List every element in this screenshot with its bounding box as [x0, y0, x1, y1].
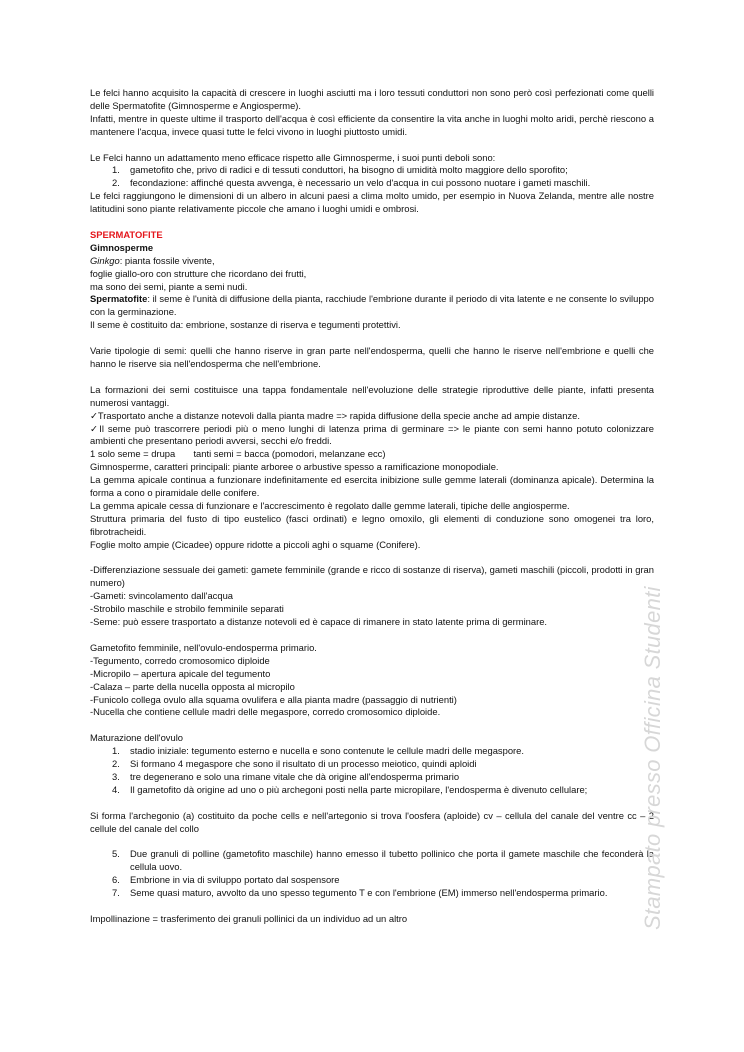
paragraph: Le felci hanno acquisito la capacità di crescere in luoghi asciutti ma i loro tessuti conduttori non sono però così perfezionati come quelli delle Spermatofite (Gimnosperme e Angiosperme).	[90, 87, 654, 111]
paragraph: La gemma apicale continua a funzionare indefinitamente ed esercita inibizione sulle gemme laterali (dominanza apicale). Determina la forma a cono o piramidale delle conifere.	[90, 474, 654, 499]
paragraph: Le Felci hanno un adattamento meno efficace rispetto alle Gimnosperme, i suoi punti deboli sono:	[90, 151, 496, 163]
list-item: 4. Il gametofito dà origine ad uno o più archegoni posti nella parte micropilare, l'endosperma è divenuto cellulare;	[112, 783, 588, 795]
paragraph: -Gameti: svincolamento dall'acqua	[90, 590, 234, 602]
paragraph: Si forma l'archegonio (a) costituito da poche cells e nell'artegonio si trova l'oosfera (aploide) cv – cellula del canale del ventre cc – 2 cellule del canale del collo	[90, 809, 654, 834]
paragraph: Ginkgo: pianta fossile vivente,	[90, 254, 215, 266]
paragraph: -Calaza – parte della nucella opposta al micropilo	[90, 680, 295, 692]
paragraph: Spermatofite: il seme è l'unità di diffusione della pianta, racchiude l'embrione durante il periodo di vita latente e ne consente lo sviluppo con la germinazione.	[90, 293, 654, 318]
list-item: 6. Embrione in via di sviluppo portato dal sospensore	[112, 874, 340, 886]
paragraph: Impollinazione = trasferimento dei granuli pollinici da un individuo ad un altro	[90, 912, 408, 924]
paragraph: 1 solo seme = drupa tanti semi = bacca (pomodori, melanzane ecc)	[90, 448, 386, 460]
paragraph: -Nucella che contiene cellule madri delle megaspore, corredo cromosomico diploide.	[90, 706, 441, 718]
watermark: Stampato presso Officina Studenti	[640, 586, 665, 930]
paragraph: -Tegumento, corredo cromosomico diploide	[90, 654, 270, 666]
paragraph: Foglie molto ampie (Cicadee) oppure ridotte a piccoli aghi o squame (Conifere).	[90, 538, 421, 550]
paragraph: Varie tipologie di semi: quelli che hanno riserve in gran parte nell'endosperma, quelli che hanno le riserve nell'embrione e quelli che hanno le riserve sia nell'endosperma che nell'embrione.	[90, 345, 654, 369]
paragraph: Struttura primaria del fusto di tipo eustelico (fasci ordinati) e legno omoxilo, gli elementi di conduzione sono omogenei tra loro, fibrotracheidi.	[90, 512, 654, 537]
paragraph: Le felci raggiungono le dimensioni di un albero in alcuni paesi a clima molto umido, per esempio in Nuova Zelanda, mentre alle nostre latitudini sono piante relativamente piccole che amano i luoghi umidi e ombrosi.	[90, 190, 654, 215]
list-item: 3. tre degenerano e solo una rimane vitale che dà origine all'endosperma primario	[112, 770, 460, 782]
paragraph: ✓Trasportato anche a distanze notevoli dalla pianta madre => rapida diffusione della specie anche ad ampie distanze.	[90, 409, 580, 421]
paragraph: -Strobilo maschile e strobilo femminile separati	[90, 603, 284, 615]
paragraph: ma sono dei semi, piante a semi nudi.	[90, 280, 248, 292]
paragraph: Gimnosperme, caratteri principali: piante arboree o arbustive spesso a ramificazione monopodiale.	[90, 461, 499, 473]
list-item: 1. gametofito che, privo di radici e di tessuti conduttori, ha bisogno di umidità molto maggiore dello sporofito;	[112, 164, 568, 176]
list-item: 2. Si formano 4 megaspore che sono il risultato di un processo meiotico, quindi aploidi	[112, 758, 477, 770]
list-item: 5. Due granuli di polline (gametofito maschile) hanno emesso il tubetto pollinico che porta il gamete maschile che feconderà la cellula uovo.	[112, 848, 654, 873]
paragraph: foglie giallo-oro con strutture che ricordano dei frutti,	[90, 267, 307, 279]
paragraph: Infatti, mentre in queste ultime il trasporto dell'acqua è così efficiente da consentire la vita anche in luoghi molto aridi, perchè riescono a mantenere l'acqua, invece quasi tutte le felci vivono in luoghi piuttosto umidi.	[90, 112, 654, 137]
document-body	[90, 87, 654, 926]
paragraph: -Micropilo – apertura apicale del tegumento	[90, 667, 271, 679]
paragraph: -Funicolo collega ovulo alla squama ovulifera e alla pianta madre (passaggio di nutrienti)	[90, 693, 457, 705]
paragraph: La formazioni dei semi costituisce una tappa fondamentale nell'evoluzione delle strategie riproduttive delle piante, infatti presenta numerosi vantaggi.	[90, 383, 654, 408]
list-item: 2. fecondazione: affinché questa avvenga, è necessario un velo d'acqua in cui possono nuotare i gameti maschili.	[112, 177, 591, 189]
paragraph: Maturazione dell'ovulo	[90, 732, 183, 744]
paragraph: La gemma apicale cessa di funzionare e l'accrescimento è regolato dalle gemme laterali, tipiche delle angiosperme.	[90, 499, 570, 511]
section-heading: SPERMATOFITE	[90, 228, 163, 240]
paragraph: ✓Il seme può trascorrere periodi più o meno lunghi di latenza prima di germinare => le piante con semi hanno potuto colonizzare ambienti che presentano periodi avversi, secchi e/o freddi.	[90, 422, 654, 447]
paragraph: -Seme: può essere trasportato a distanze notevoli ed è capace di rimanere in stato latente prima di germinare.	[90, 616, 548, 628]
paragraph: Il seme è costituito da: embrione, sostanze di riserva e tegumenti protettivi.	[90, 319, 401, 331]
paragraph: Gametofito femminile, nell'ovulo-endosperma primario.	[90, 641, 317, 653]
paragraph: -Differenziazione sessuale dei gameti: gamete femminile (grande e ricco di sostanze di riserva), gameti maschili (piccoli, prodotti in gran numero)	[90, 564, 654, 589]
list-item: 7. Seme quasi maturo, avvolto da uno spesso tegumento T e con l'embrione (EM) immerso nell'endosperma primario.	[112, 887, 608, 899]
subheading: Gimnosperme	[90, 241, 154, 253]
list-item: 1. stadio iniziale: tegumento esterno e nucella e sono contenute le cellule madri delle megaspore.	[112, 745, 524, 757]
